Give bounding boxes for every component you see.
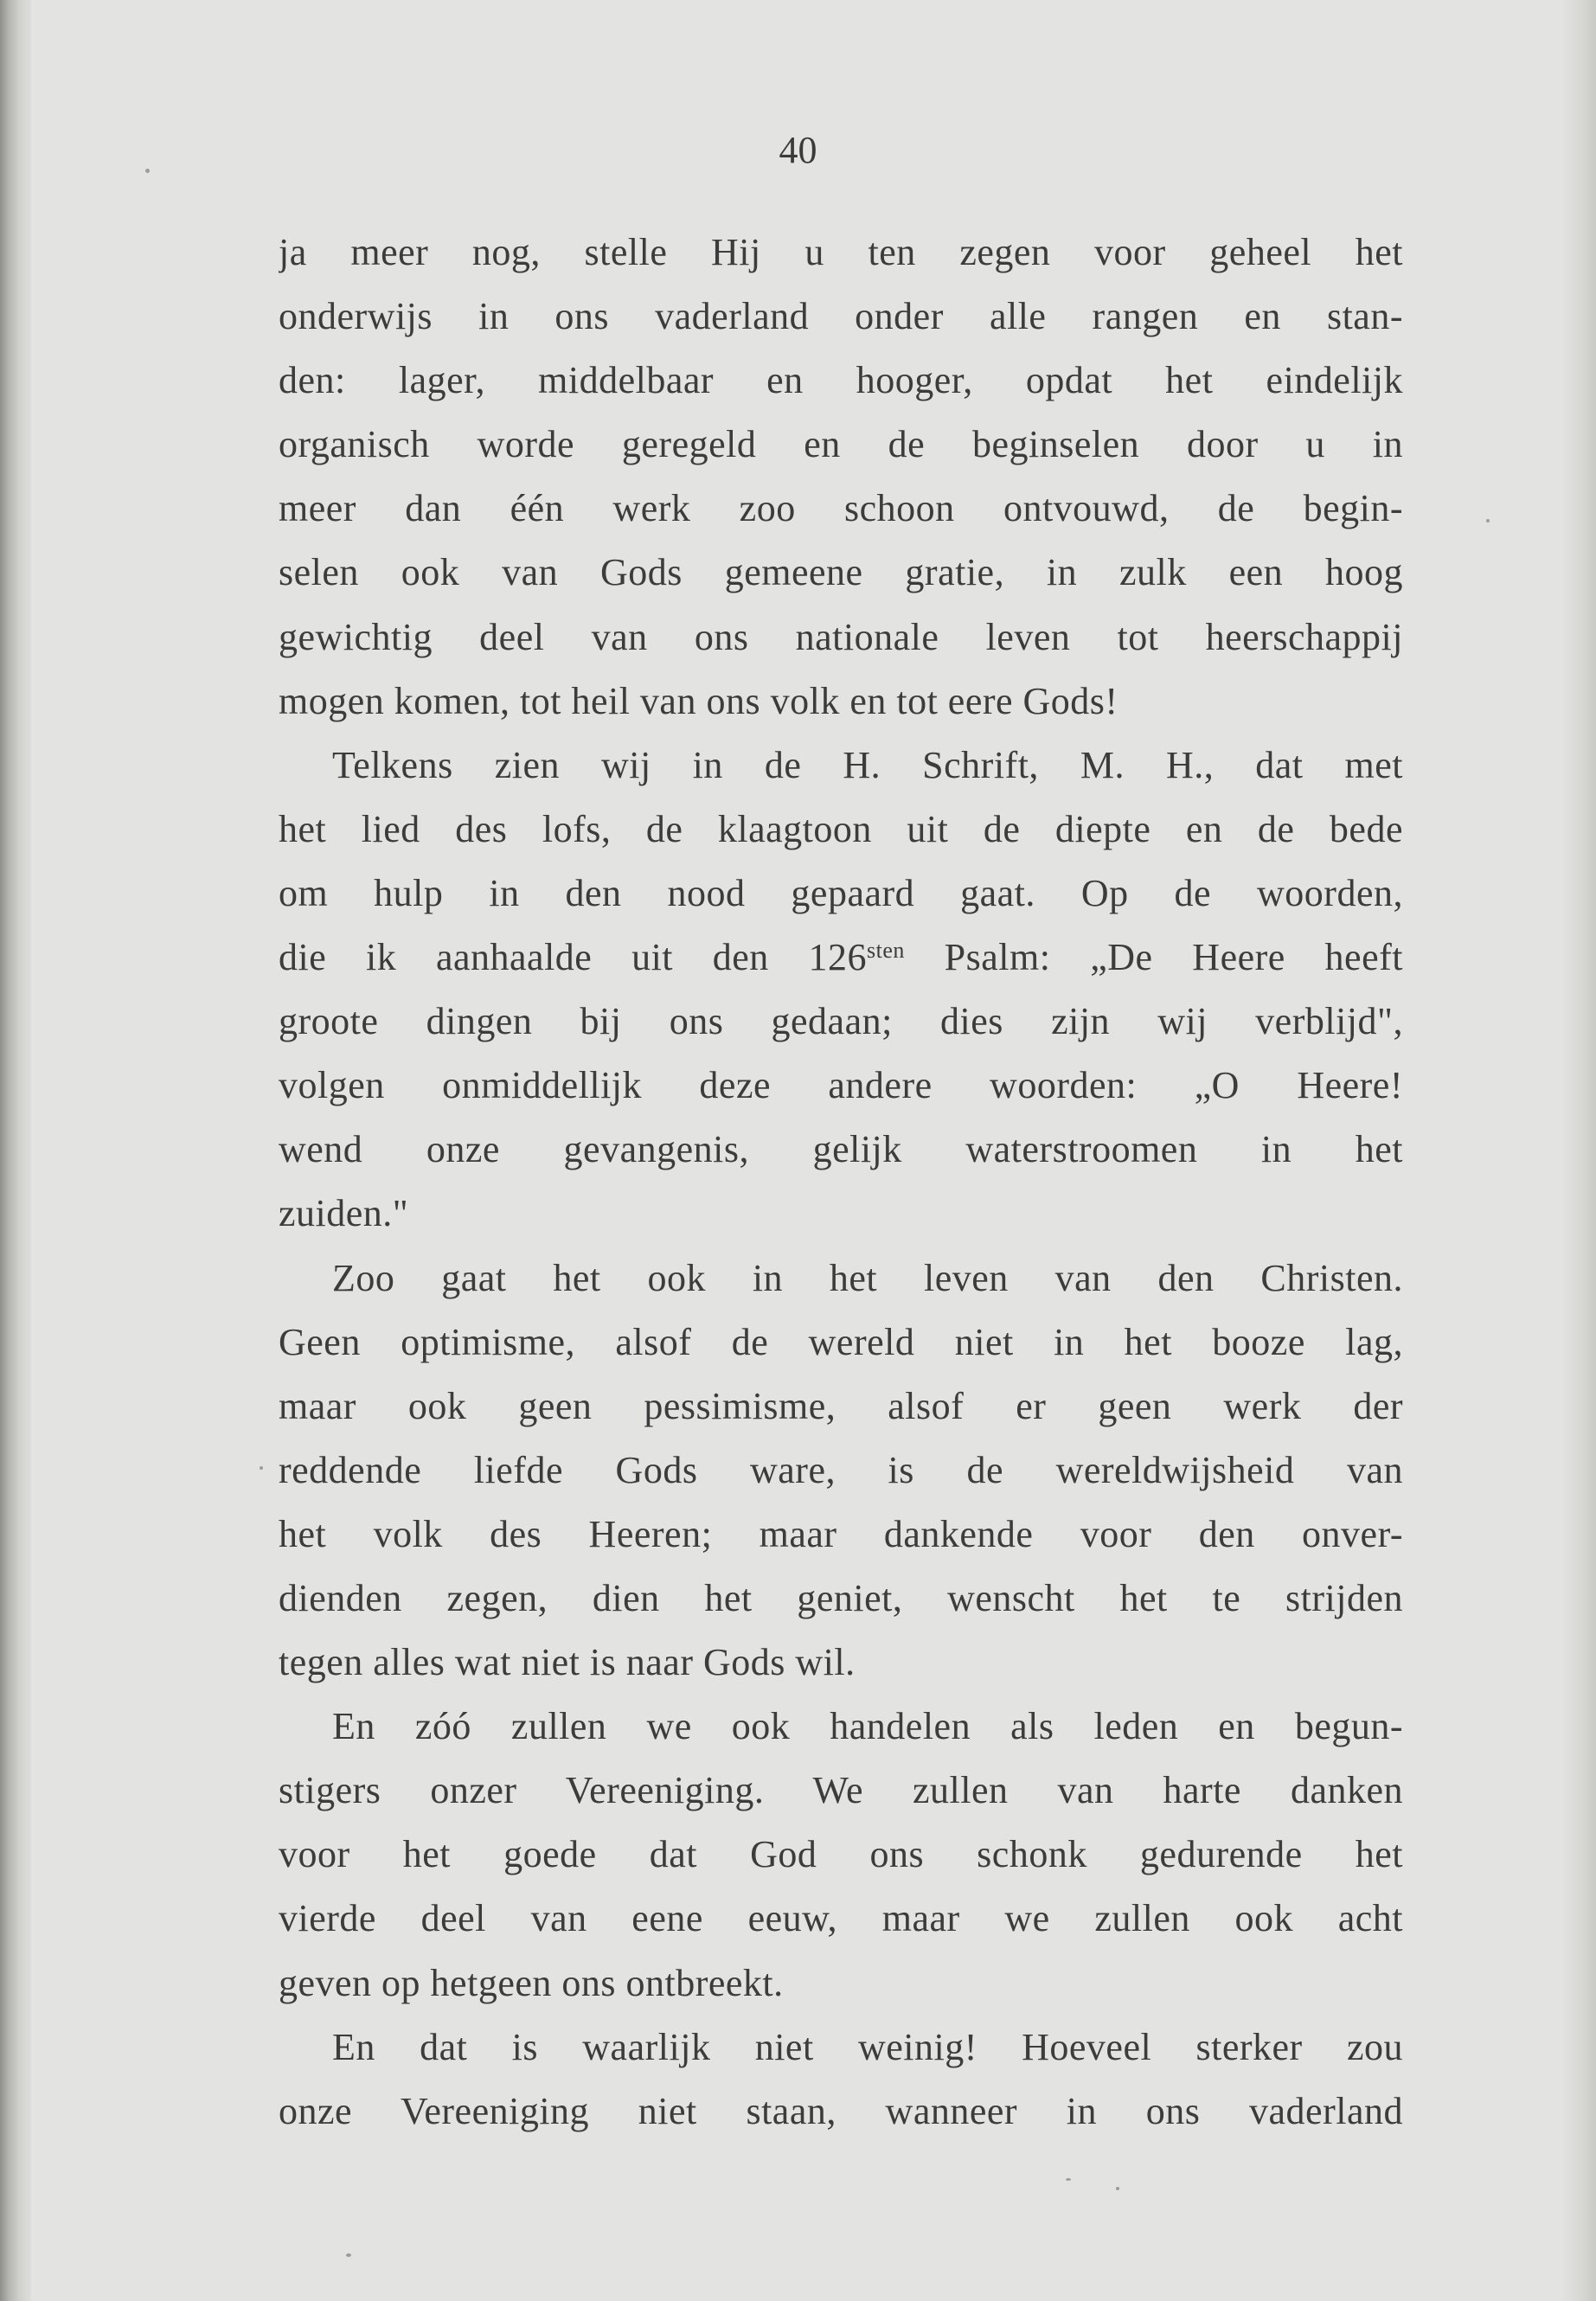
text-line: zuiden." <box>279 1192 409 1235</box>
scan-speck <box>346 2253 351 2257</box>
text-line: groote dingen bij ons gedaan; dies zijn wij verblijd", <box>279 1000 1403 1043</box>
text-line: reddende liefde Gods ware, is de wereldwijsheid van <box>279 1448 1403 1491</box>
text-line: mogen komen, tot heil van ons volk en tot eere Gods! <box>279 679 1118 722</box>
paragraph-start-line: En zóó zullen we ook handelen als leden en begun- <box>332 1705 1403 1748</box>
text-line: organisch worde geregeld en de beginselen door u in <box>279 423 1403 466</box>
text-line: volgen onmiddellijk deze andere woorden: „O Heere! <box>279 1064 1403 1107</box>
text-line: om hulp in den nood gepaard gaat. Op de woorden, <box>279 871 1403 914</box>
text-line: het lied des lofs, de klaagtoon uit de diepte en de bede <box>279 807 1403 850</box>
text-line: het volk des Heeren; maar dankende voor den onver- <box>279 1512 1403 1555</box>
line-text-before: die ik aanhaalde uit den 126 <box>279 936 868 979</box>
text-line: meer dan één werk zoo schoon ontvouwd, de begin- <box>279 487 1403 530</box>
scan-speck <box>1486 519 1490 522</box>
text-line: stigers onzer Vereeniging. We zullen van harte danken <box>279 1769 1403 1812</box>
page-number: 40 <box>779 129 817 171</box>
scan-speck <box>1066 2178 1071 2181</box>
text-line: voor het goede dat God ons schonk gedurende het <box>279 1833 1403 1876</box>
text-line: gewichtig deel van ons nationale leven tot heerschappij <box>279 615 1403 658</box>
paragraph-start-line: Zoo gaat het ook in het leven van den Christen. <box>332 1256 1403 1299</box>
text-line: maar ook geen pessimisme, alsof er geen werk der <box>279 1384 1403 1427</box>
superscript-sten: sten <box>867 938 905 964</box>
text-line: dienden zegen, dien het geniet, wenscht het te strijden <box>279 1576 1403 1619</box>
text-line: tegen alles wat niet is naar Gods wil. <box>279 1641 856 1684</box>
text-line: ja meer nog, stelle Hij u ten zegen voor geheel het <box>279 231 1403 273</box>
scan-speck <box>145 169 150 173</box>
scan-speck <box>260 1466 263 1470</box>
text-line-with-superscript <box>279 926 1403 990</box>
text-line: onze Vereeniging niet staan, wanneer in ons vaderland <box>279 2089 1403 2132</box>
text-line: selen ook van Gods gemeene gratie, in zulk een hoog <box>279 551 1403 594</box>
text-line: den: lager, middelbaar en hooger, opdat het eindelijk <box>279 359 1403 402</box>
paragraph-start-line: Telkens zien wij in de H. Schrift, M. H., dat met <box>332 743 1403 786</box>
text-line: vierde deel van eene eeuw, maar we zullen ook acht <box>279 1897 1403 1940</box>
text-line: Geen optimisme, alsof de wereld niet in het booze lag, <box>279 1320 1403 1363</box>
paragraph-start-line: En dat is waarlijk niet weinig! Hoeveel sterker zou <box>332 2025 1403 2068</box>
text-line: geven op hetgeen ons ontbreekt. <box>279 1961 784 2004</box>
scan-speck <box>1116 2187 1119 2190</box>
line-text-after: Psalm: „De Heere heeft <box>904 936 1403 979</box>
text-line: wend onze gevangenis, gelijk waterstroomen in het <box>279 1128 1403 1171</box>
text-line: onderwijs in ons vaderland onder alle rangen en stan- <box>279 295 1403 338</box>
body-text <box>279 221 1403 2144</box>
